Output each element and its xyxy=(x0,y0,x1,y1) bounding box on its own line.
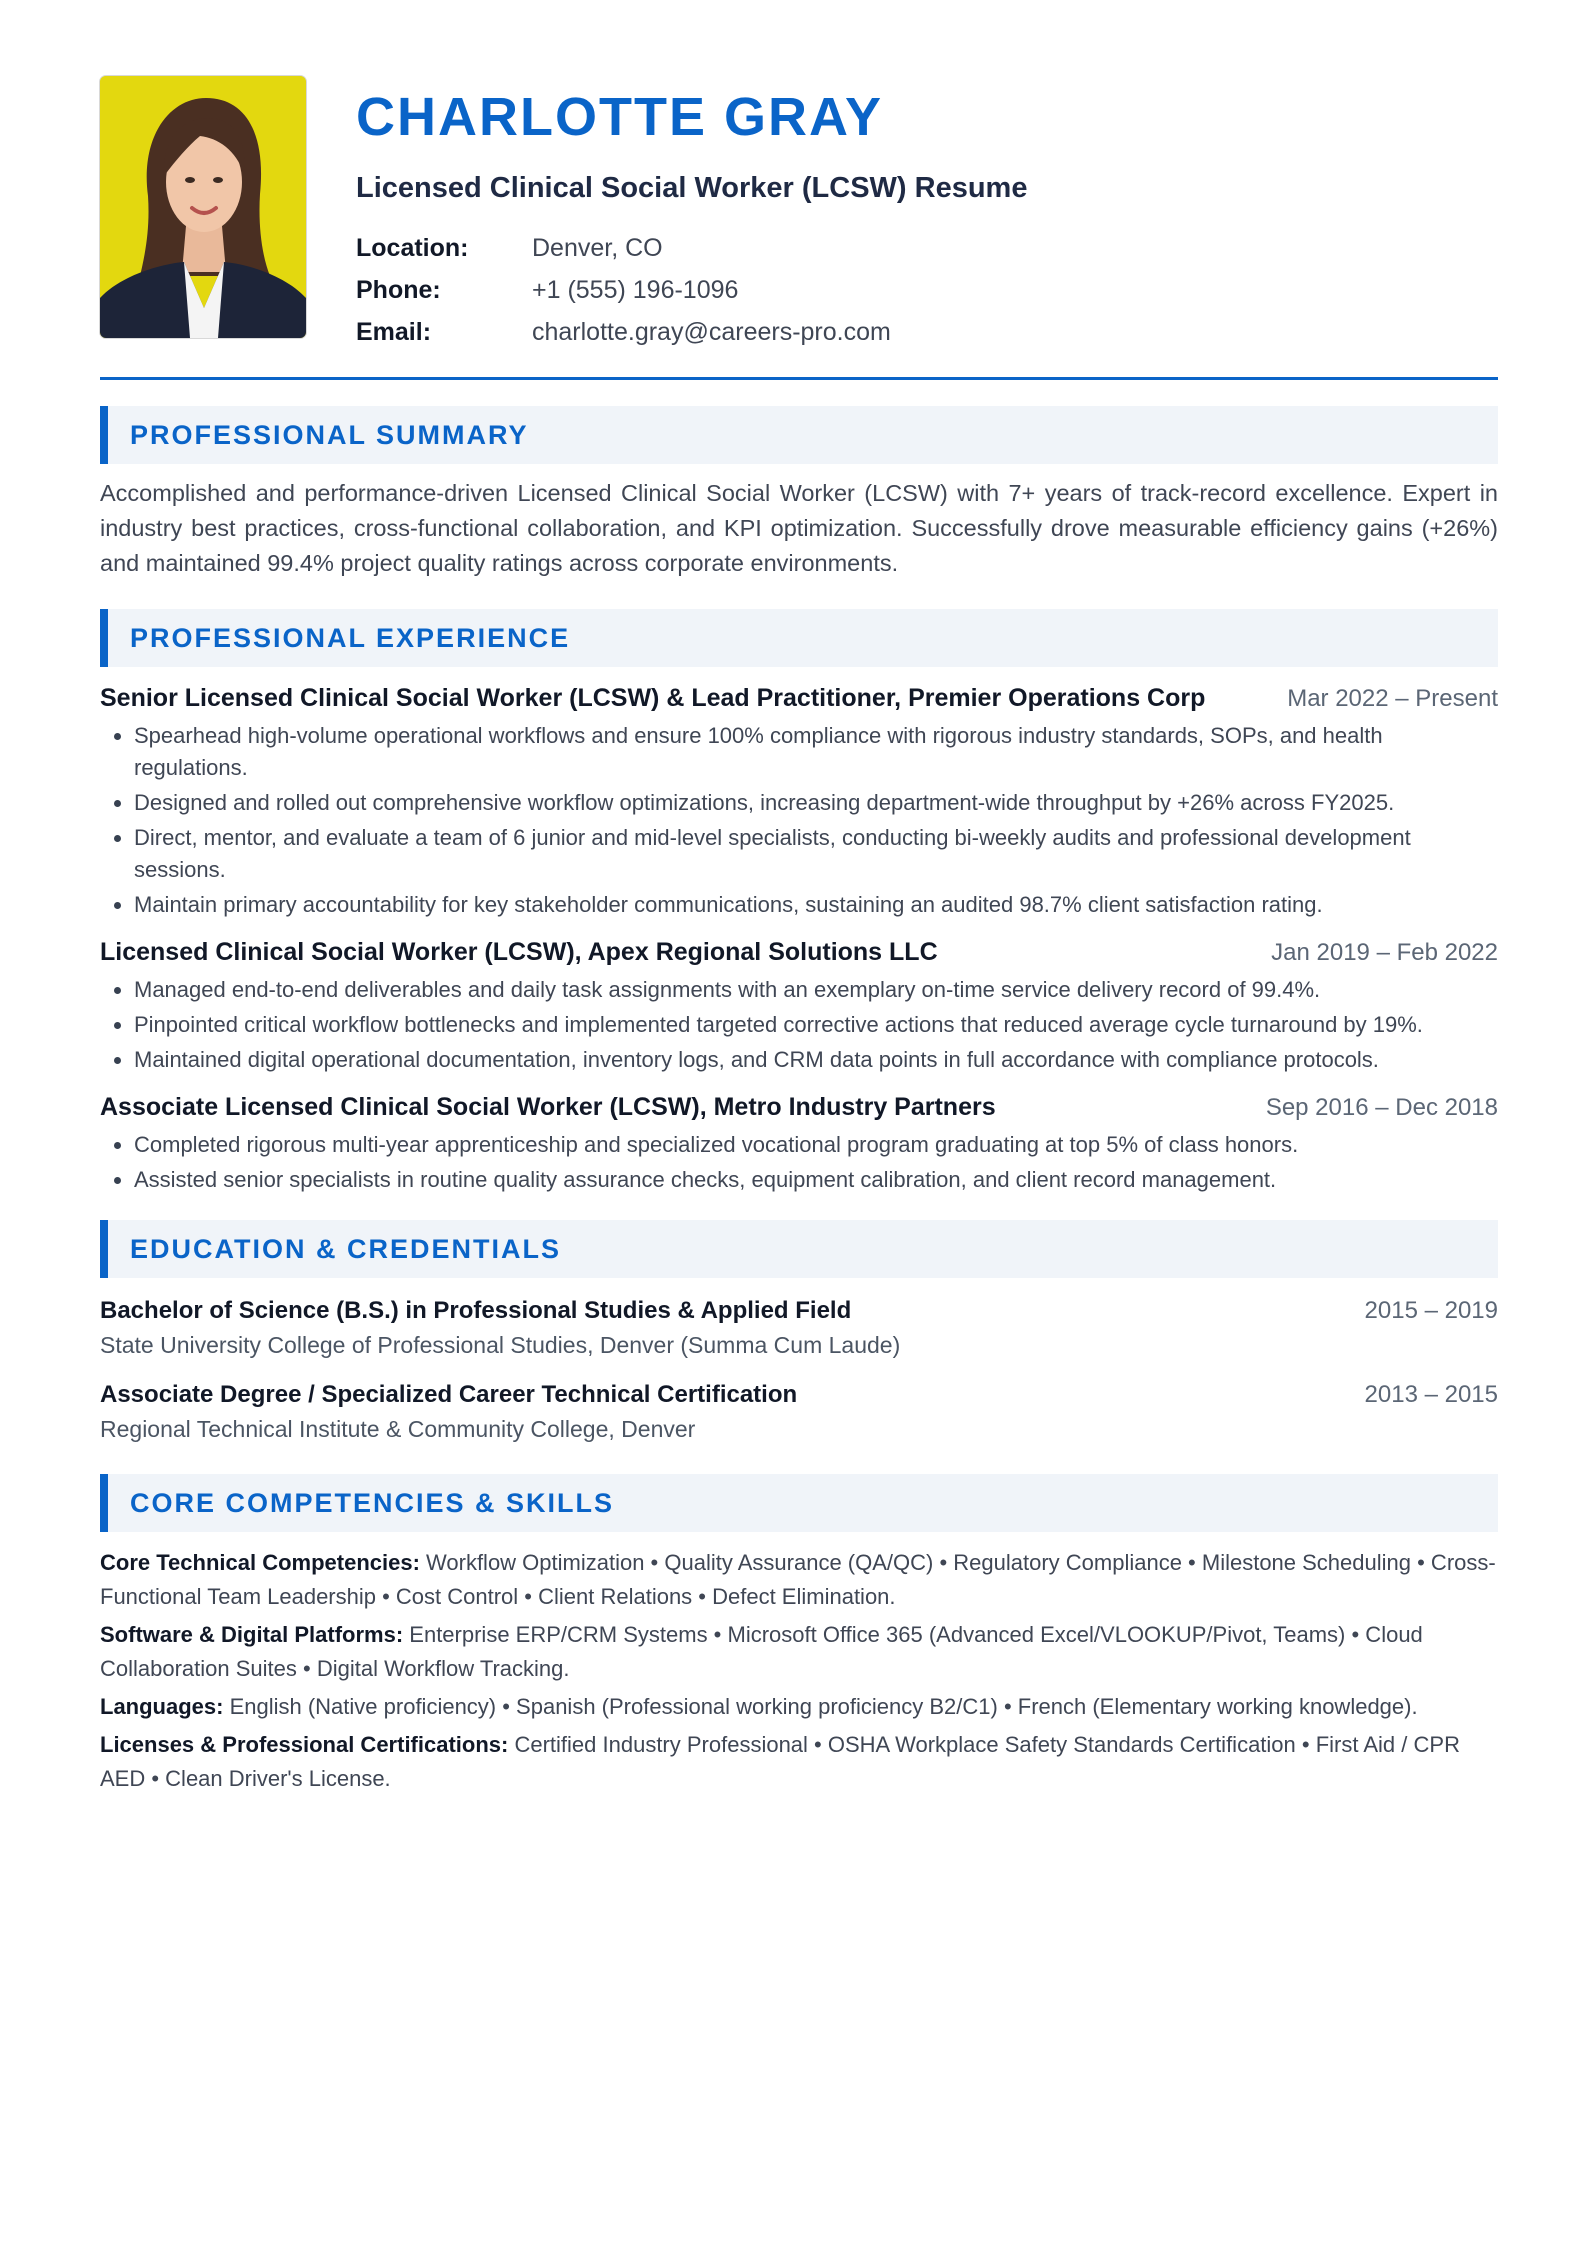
location-value: Denver, CO xyxy=(532,233,663,262)
resume-title: Licensed Clinical Social Worker (LCSW) Resume xyxy=(356,172,1028,204)
contact-details xyxy=(356,227,1027,353)
profile-photo xyxy=(100,76,306,338)
job-header xyxy=(100,937,1498,968)
contact-row-phone xyxy=(356,269,1027,311)
job-bullets xyxy=(100,720,1498,921)
skill-text: Certified Industry Professional • OSHA Workplace Safety Standards Certification • First Aid / CPR AED • Clean Driver's License. xyxy=(100,1732,1460,1791)
job-bullet: • Pinpointed critical workflow bottlenecks and implemented targeted corrective actions that reduced average cycle turnaround by 19%. xyxy=(134,1009,1498,1041)
section-heading-skills: CORE COMPETENCIES & SKILLS xyxy=(100,1474,1498,1532)
school-name: Regional Technical Institute & Community College, Denver xyxy=(100,1416,696,1442)
job-bullet: • Spearhead high-volume operational workflows and ensure 100% compliance with rigorous industry standards, SOPs, and health regulations. xyxy=(134,720,1498,784)
education-date: 2013 – 2015 xyxy=(1364,1381,1498,1408)
job-title: Associate Licensed Clinical Social Worker (LCSW), Metro Industry Partners xyxy=(100,1093,996,1121)
resume-header xyxy=(100,76,1498,353)
school-name: State University College of Professional Studies, Denver (Summa Cum Laude) xyxy=(100,1332,901,1358)
job-bullet: • Assisted senior specialists in routine quality assurance checks, equipment calibration, and client record management. xyxy=(134,1164,1498,1196)
job-date: Sep 2016 – Dec 2018 xyxy=(1265,1094,1498,1121)
skill-label: Software & Digital Platforms: xyxy=(100,1622,410,1647)
email-value[interactable]: charlotte.gray@careers-pro.com xyxy=(532,317,891,346)
education-header xyxy=(100,1296,1498,1326)
candidate-name: CHARLOTTE GRAY xyxy=(356,87,884,147)
skill-row xyxy=(100,1618,1498,1686)
job-header xyxy=(100,1092,1498,1123)
job-bullet: • Maintain primary accountability for key stakeholder communications, sustaining an audited 98.7% client satisfaction rating. xyxy=(134,889,1498,921)
job-title: Senior Licensed Clinical Social Worker (LCSW) & Lead Practitioner, Premier Operations Corp xyxy=(100,684,1206,712)
skill-row xyxy=(100,1728,1498,1796)
contact-label: Email: xyxy=(356,317,432,346)
degree-title: Bachelor of Science (B.S.) in Professional Studies & Applied Field xyxy=(100,1297,852,1324)
skill-text: Workflow Optimization • Quality Assurance (QA/QC) • Regulatory Compliance • Milestone Scheduling • Cross-Functional Team Leadership • Cost Control • Client Relations • Defect Elimination. xyxy=(100,1550,1496,1609)
header-divider xyxy=(100,377,1498,380)
job-entry xyxy=(100,937,1498,1076)
education-header xyxy=(100,1380,1498,1410)
contact-label: Location: xyxy=(356,233,469,262)
contact-label: Phone: xyxy=(356,275,441,304)
job-header xyxy=(100,683,1498,714)
job-bullet: • Direct, mentor, and evaluate a team of 6 junior and mid-level specialists, conducting bi-weekly audits and professional development sessions. xyxy=(134,822,1498,886)
job-bullets xyxy=(100,974,1498,1076)
resume-content xyxy=(100,76,1498,1796)
job-entry xyxy=(100,1092,1498,1196)
section-heading-education: EDUCATION & CREDENTIALS xyxy=(100,1220,1498,1278)
summary-text: Accomplished and performance-driven Licensed Clinical Social Worker (LCSW) with 7+ years of track-record excellence. Expert in industry best practices, cross-functional collaboration, and KPI optimization. Successfully drove measurable efficiency gains (+26%) and maintained 99.4% project quality ratings across corporate environments. xyxy=(100,480,1498,576)
job-entry xyxy=(100,683,1498,921)
job-bullet: • Completed rigorous multi-year apprenticeship and specialized vocational program graduating at top 5% of class honors. xyxy=(134,1129,1498,1161)
header-text xyxy=(356,76,1027,353)
section-heading-summary: PROFESSIONAL SUMMARY xyxy=(100,406,1498,464)
job-bullet: • Managed end-to-end deliverables and daily task assignments with an exemplary on-time service delivery record of 99.4%. xyxy=(134,974,1498,1006)
degree-title: Associate Degree / Specialized Career Technical Certification xyxy=(100,1381,798,1408)
job-title: Licensed Clinical Social Worker (LCSW), Apex Regional Solutions LLC xyxy=(100,938,938,966)
skill-label: Languages: xyxy=(100,1694,230,1719)
job-bullets xyxy=(100,1129,1498,1196)
contact-row-email xyxy=(356,311,1027,353)
skills-list xyxy=(100,1546,1498,1796)
skill-row xyxy=(100,1690,1498,1724)
job-bullet: • Designed and rolled out comprehensive workflow optimizations, increasing department-wide throughput by +26% across FY2025. xyxy=(134,787,1498,819)
job-date: Mar 2022 – Present xyxy=(1287,685,1498,712)
job-date: Jan 2019 – Feb 2022 xyxy=(1271,939,1498,966)
education-date: 2015 – 2019 xyxy=(1364,1297,1498,1324)
contact-row-location xyxy=(356,227,1027,269)
skill-label: Core Technical Competencies: xyxy=(100,1550,427,1575)
skill-label: Licenses & Professional Certifications: xyxy=(100,1732,515,1757)
education-entry xyxy=(100,1296,1498,1362)
skill-text: English (Native proficiency) • Spanish (Professional working proficiency B2/C1) • French (Elementary working knowledge). xyxy=(229,1694,1418,1719)
education-entry xyxy=(100,1380,1498,1446)
section-heading-experience: PROFESSIONAL EXPERIENCE xyxy=(100,609,1498,667)
phone-value: +1 (555) 196-1096 xyxy=(532,275,739,304)
job-bullet: • Maintained digital operational documentation, inventory logs, and CRM data points in full accordance with compliance protocols. xyxy=(134,1044,1498,1076)
skill-row xyxy=(100,1546,1498,1614)
skill-text: Enterprise ERP/CRM Systems • Microsoft Office 365 (Advanced Excel/VLOOKUP/Pivot, Teams) • Cloud Collaboration Suites • Digital Workflow Tracking. xyxy=(100,1622,1423,1681)
